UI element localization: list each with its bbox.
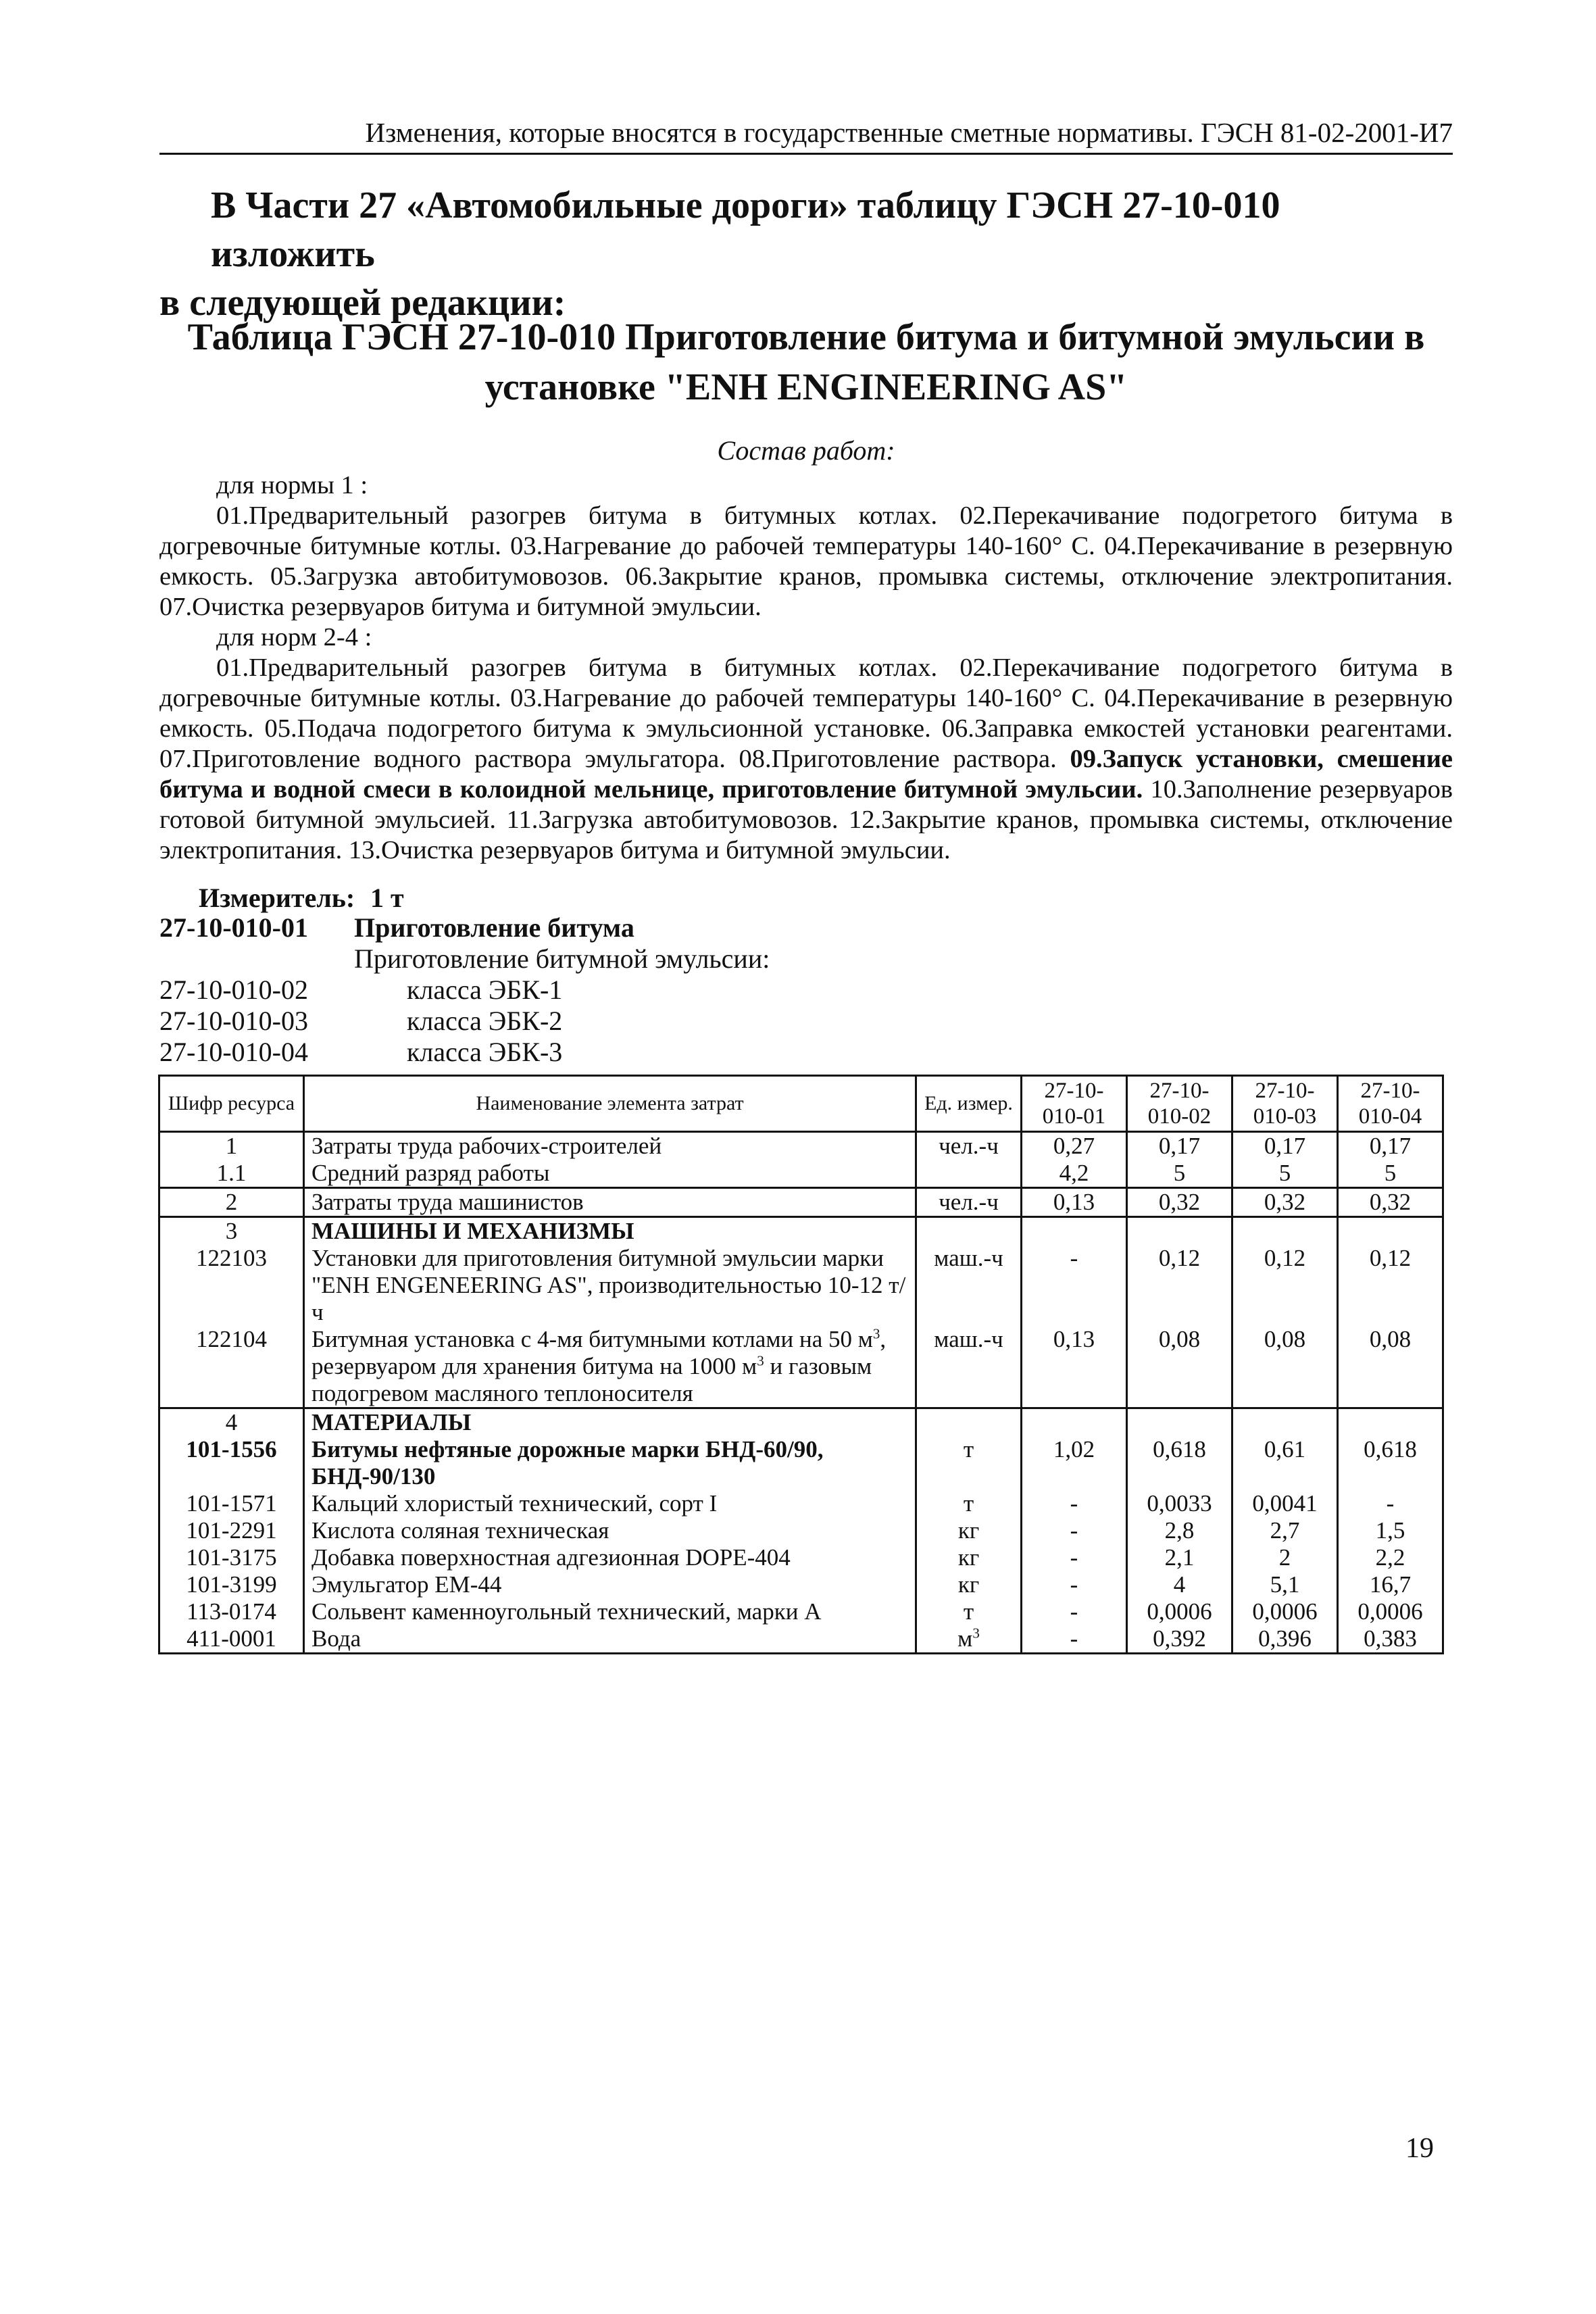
superscript: 3: [757, 1352, 764, 1369]
cell-name: Затраты труда рабочих-строителей: [304, 1132, 916, 1160]
cell-name: Вода: [304, 1625, 916, 1654]
cell-value-04: -: [1338, 1490, 1443, 1517]
norm2-text-part-a: 01.Предварительный разогрев битума в битумных котлах. 02.Перекачивание подогретого битума в догревочные битумные котлы. 03.Нагревание до рабочей температуры 140-160° С. 04.Перекачивание в резервную емкость. 05.Подача подогретого битума к эмульсионной установке. 06.Заправка емкостей установки реагентами. 07.Приготовление водного раствора эмульгатора. 08.Приготовление раствора.: [159, 654, 1453, 773]
composition-label: Состав работ:: [717, 435, 895, 466]
cell-name: Средний разряд работы: [304, 1160, 916, 1188]
table-row: [159, 1517, 1443, 1544]
page-number: 19: [1405, 2133, 1434, 2164]
cell-value-04: 0,618: [1338, 1436, 1443, 1490]
table-row: [159, 1571, 1443, 1598]
header-norm-01: 27-10- 010-01: [1022, 1076, 1127, 1132]
cell-value-01: -: [1022, 1490, 1127, 1517]
cell-value-03: 0,0041: [1232, 1490, 1338, 1517]
header-norm-04: 27-10- 010-04: [1338, 1076, 1443, 1132]
norm2-label: для норм 2-4 :: [216, 623, 372, 651]
table-row: [159, 1490, 1443, 1517]
cell-value-01: 4,2: [1022, 1160, 1127, 1188]
amendment-heading-line-1: В Части 27 «Автомобильные дороги» таблицу ГЭСН 27-10-010 изложить: [211, 184, 1280, 275]
cell-value-02: [1127, 1408, 1232, 1437]
cell-value-02: 0,0033: [1127, 1490, 1232, 1517]
cell-value-04: 16,7: [1338, 1571, 1443, 1598]
norm2-text: [159, 653, 1453, 866]
table-title-line-1: Таблица ГЭСН 27-10-010 Приготовление битума и битумной эмульсии в: [187, 316, 1425, 358]
cell-value-02: 0,0006: [1127, 1598, 1232, 1625]
cell-unit: [916, 1217, 1022, 1246]
header-rule: [159, 153, 1453, 155]
cell-code: 101-3199: [159, 1571, 304, 1598]
norm-name: класса ЭБК-1: [407, 975, 563, 1005]
norm-name: Приготовление битумной эмульсии:: [354, 943, 770, 974]
norm2-text-bold: 09.Запуск установки, смешение битума и водной смеси в колоидной мельнице, приготовление битумной эмульсии.: [159, 745, 1453, 804]
table-header-row: [159, 1076, 1443, 1132]
cell-value-01: 0,13: [1022, 1188, 1127, 1217]
cell-code: 3: [159, 1217, 304, 1246]
resource-table: [158, 1075, 1444, 1654]
cell-code: 122103: [159, 1245, 304, 1326]
cell-name: [304, 1326, 916, 1408]
amendment-heading: [159, 181, 1453, 327]
cell-name: Установки для приготовления битумной эмульсии марки "ENH ENGENEERING AS", производительностью 10-12 т/ч: [304, 1245, 916, 1326]
superscript: 3: [972, 1625, 980, 1642]
cell-unit: маш.-ч: [916, 1326, 1022, 1408]
cell-value-01: [1022, 1408, 1127, 1437]
norm-code: 27-10-010-04: [159, 1037, 308, 1067]
cell-unit: чел.-ч: [916, 1188, 1022, 1217]
cell-name: Битумы нефтяные дорожные марки БНД-60/90, БНД-90/130: [304, 1436, 916, 1490]
cell-value-02: 2,8: [1127, 1517, 1232, 1544]
cell-value-01: 0,13: [1022, 1326, 1127, 1408]
cell-value-02: 0,618: [1127, 1436, 1232, 1490]
cell-name: Кальций хлористый технический, сорт I: [304, 1490, 916, 1517]
cell-value-01: -: [1022, 1571, 1127, 1598]
cell-value-04: 0,383: [1338, 1625, 1443, 1654]
cell-value-03: 0,12: [1232, 1245, 1338, 1326]
cell-code: 411-0001: [159, 1625, 304, 1654]
cell-name-part: , резервуаром для хранения битума на 1000 м: [311, 1326, 887, 1379]
table-row: [159, 1598, 1443, 1625]
meter-label: Измеритель:: [199, 883, 355, 913]
cell-unit: кг: [916, 1517, 1022, 1544]
header-cost-element: Наименование элемента затрат: [304, 1076, 916, 1132]
cell-value-01: -: [1022, 1625, 1127, 1654]
cell-unit: чел.-ч: [916, 1132, 1022, 1160]
cell-value-04: 1,5: [1338, 1517, 1443, 1544]
cell-value-04: 2,2: [1338, 1544, 1443, 1571]
norm-code: 27-10-010-03: [159, 1006, 308, 1036]
cell-value-03: 0,396: [1232, 1625, 1338, 1654]
table-row: [159, 1160, 1443, 1188]
cell-name: Сольвент каменноугольный технический, марки А: [304, 1598, 916, 1625]
cell-unit: т: [916, 1436, 1022, 1490]
header-unit: Ед. измер.: [916, 1076, 1022, 1132]
cell-name: Эмульгатор ЕМ-44: [304, 1571, 916, 1598]
cell-name-part: и газовым подогревом масляного теплоносителя: [311, 1353, 872, 1406]
cell-value-02: 0,32: [1127, 1188, 1232, 1217]
cell-unit: т: [916, 1598, 1022, 1625]
norm-code: 27-10-010-02: [159, 975, 308, 1005]
header-norm-02: 27-10- 010-02: [1127, 1076, 1232, 1132]
cell-value-02: [1127, 1217, 1232, 1246]
cell-value-02: 4: [1127, 1571, 1232, 1598]
header-resource-code: Шифр ресурса: [159, 1076, 304, 1132]
cell-value-01: -: [1022, 1517, 1127, 1544]
cell-value-03: 0,32: [1232, 1188, 1338, 1217]
norm-code: 27-10-010-01: [159, 912, 308, 943]
cell-code: 101-3175: [159, 1544, 304, 1571]
meter-value: 1 т: [370, 883, 404, 913]
table-title-line-2: установке "ENH ENGINEERING AS": [484, 366, 1128, 408]
norm2-text-part-b: 10.Заполнение резервуаров готовой битумной эмульсией. 11.Загрузка автобитумовозов. 12.Закрытие кранов, промывка системы, отключение электропитания. 13.Очистка резервуаров битума и битумной эмульсии.: [159, 775, 1453, 864]
cell-value-03: 0,17: [1232, 1132, 1338, 1160]
norm-name: Приготовление битума: [354, 912, 634, 943]
cell-code: 101-1556: [159, 1436, 304, 1490]
cell-unit: [916, 1408, 1022, 1437]
table-row: [159, 1217, 1443, 1246]
cell-value-02: 0,08: [1127, 1326, 1232, 1408]
cell-value-04: 0,17: [1338, 1132, 1443, 1160]
superscript: 3: [872, 1325, 880, 1342]
table-row: [159, 1326, 1443, 1408]
cell-value-04: [1338, 1408, 1443, 1437]
table-row: [159, 1436, 1443, 1490]
cell-value-03: 0,61: [1232, 1436, 1338, 1490]
cell-value-04: 0,32: [1338, 1188, 1443, 1217]
unit-base: м: [957, 1625, 973, 1652]
cell-value-03: 2,7: [1232, 1517, 1338, 1544]
cell-name: Кислота соляная техническая: [304, 1517, 916, 1544]
cell-value-01: 0,27: [1022, 1132, 1127, 1160]
cell-code: 4: [159, 1408, 304, 1437]
norm1-label: для нормы 1 :: [216, 471, 368, 499]
norm-row: [159, 943, 1453, 975]
table-row: [159, 1625, 1443, 1654]
cell-value-02: 0,17: [1127, 1132, 1232, 1160]
cell-unit: т: [916, 1490, 1022, 1517]
norm1-text: 01.Предварительный разогрев битума в битумных котлах. 02.Перекачивание подогретого битума в догревочные битумные котлы. 03.Нагревание до рабочей температуры 140-160° С. 04.Перекачивание в резервную емкость. 05.Загрузка автобитумовозов. 06.Закрытие кранов, промывка системы, отключение электропитания. 07.Очистка резервуаров битума и битумной эмульсии.: [159, 501, 1453, 621]
cell-value-02: 0,392: [1127, 1625, 1232, 1654]
cell-value-04: 0,12: [1338, 1245, 1443, 1326]
cell-code: 122104: [159, 1326, 304, 1408]
cell-value-04: 5: [1338, 1160, 1443, 1188]
cell-code: 1.1: [159, 1160, 304, 1188]
cell-value-03: 0,0006: [1232, 1598, 1338, 1625]
cell-code: 113-0174: [159, 1598, 304, 1625]
table-row: [159, 1408, 1443, 1437]
norm-row: [159, 1006, 1453, 1037]
norm-row: [159, 1037, 1453, 1068]
cell-value-01: -: [1022, 1544, 1127, 1571]
cell-unit: кг: [916, 1571, 1022, 1598]
cell-value-03: 5,1: [1232, 1571, 1338, 1598]
table-row: [159, 1188, 1443, 1217]
cell-code: 101-1571: [159, 1490, 304, 1517]
cell-name: Затраты труда машинистов: [304, 1188, 916, 1217]
cell-name-part: Битумная установка с 4-мя битумными котлами на 50 м: [311, 1326, 873, 1352]
cell-name: Добавка поверхностная адгезионная DOPE-404: [304, 1544, 916, 1571]
cell-value-04: [1338, 1217, 1443, 1246]
table-row: [159, 1544, 1443, 1571]
cell-value-01: 1,02: [1022, 1436, 1127, 1490]
running-header: Изменения, которые вносятся в государственные сметные нормативы. ГЭСН 81-02-2001-И7: [365, 117, 1453, 148]
cell-value-01: -: [1022, 1598, 1127, 1625]
cell-unit: маш.-ч: [916, 1245, 1022, 1326]
cell-value-03: 2: [1232, 1544, 1338, 1571]
cell-value-02: 0,12: [1127, 1245, 1232, 1326]
cell-unit: [916, 1625, 1022, 1654]
cell-value-03: 5: [1232, 1160, 1338, 1188]
works-description: [159, 470, 1453, 866]
cell-name: МАТЕРИАЛЫ: [304, 1408, 916, 1437]
cell-value-03: [1232, 1217, 1338, 1246]
cell-value-03: [1232, 1408, 1338, 1437]
cell-code: 1: [159, 1132, 304, 1160]
cell-code: 101-2291: [159, 1517, 304, 1544]
norm-name: класса ЭБК-3: [407, 1037, 563, 1067]
cell-name: МАШИНЫ И МЕХАНИЗМЫ: [304, 1217, 916, 1246]
cell-value-04: 0,0006: [1338, 1598, 1443, 1625]
cell-code: 2: [159, 1188, 304, 1217]
table-row: [159, 1132, 1443, 1160]
cell-unit: [916, 1160, 1022, 1188]
norm-row: [159, 975, 1453, 1006]
cell-value-02: 5: [1127, 1160, 1232, 1188]
header-norm-03: 27-10- 010-03: [1232, 1076, 1338, 1132]
norm-name: класса ЭБК-2: [407, 1006, 563, 1036]
table-row: [159, 1245, 1443, 1326]
norm-row: [159, 912, 1453, 943]
cell-value-03: 0,08: [1232, 1326, 1338, 1408]
table-title: [159, 312, 1453, 412]
cell-value-04: 0,08: [1338, 1326, 1443, 1408]
cell-value-02: 2,1: [1127, 1544, 1232, 1571]
amendment-heading-line-2: в следующей редакции:: [159, 282, 566, 324]
cell-value-01: -: [1022, 1245, 1127, 1326]
cell-value-01: [1022, 1217, 1127, 1246]
cell-unit: кг: [916, 1544, 1022, 1571]
